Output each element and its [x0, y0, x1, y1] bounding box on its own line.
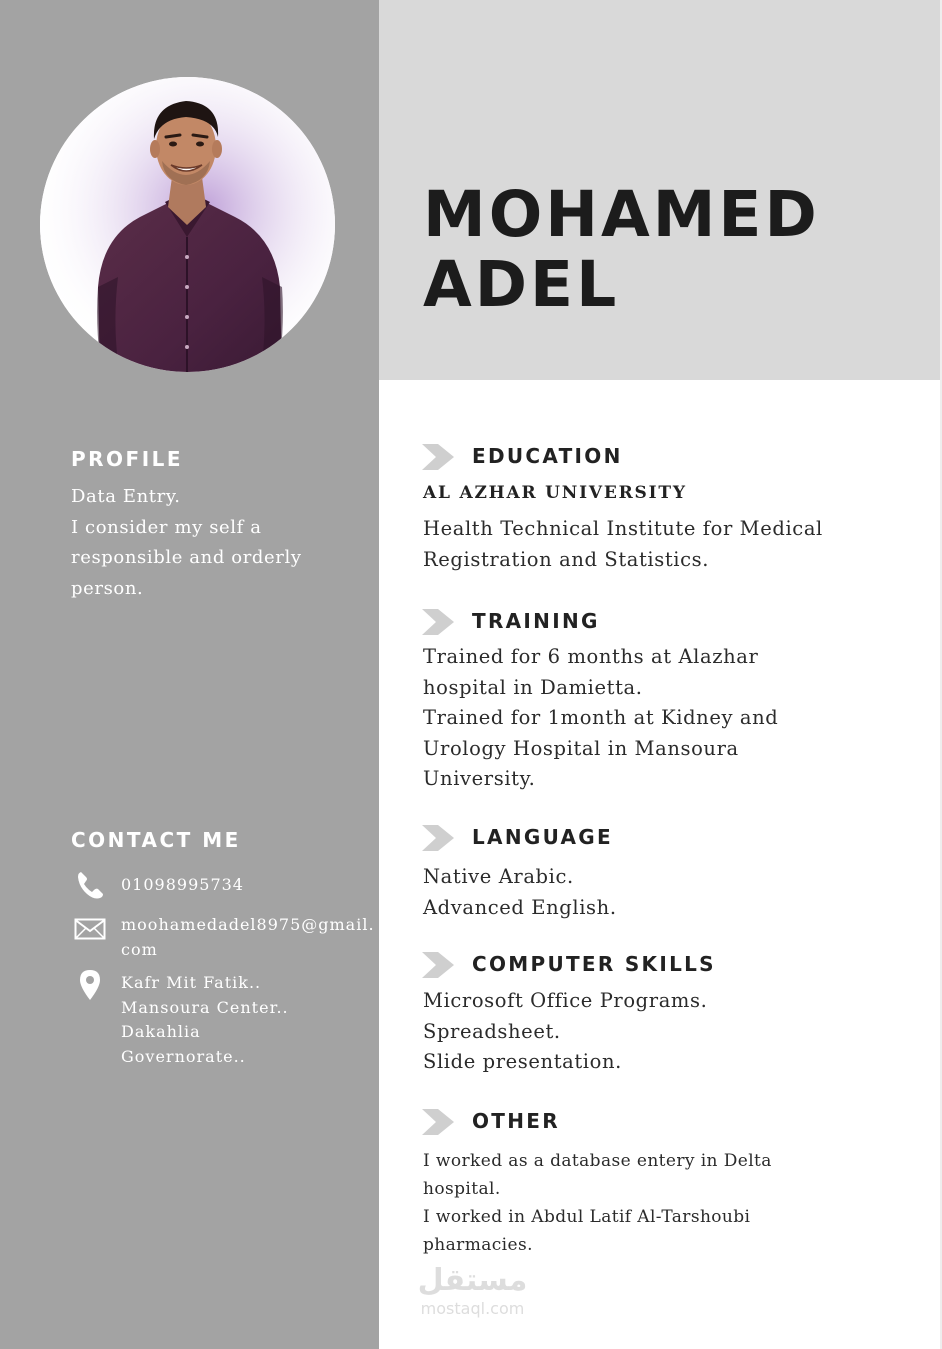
contact-heading: CONTACT ME: [71, 828, 241, 852]
training-line: University.: [423, 767, 536, 790]
education-details: [423, 514, 823, 575]
computer-skills-title: COMPUTER SKILLS: [472, 952, 716, 976]
language-details: [423, 862, 617, 923]
computer-skills-details: [423, 986, 707, 1078]
training-line: hospital in Damietta.: [423, 675, 643, 699]
phone-number: 01098995734: [121, 875, 244, 894]
address-line: Dakahlia: [121, 1022, 201, 1041]
other-line: I worked as a database entery in Delta: [423, 1151, 772, 1171]
watermark: [410, 1262, 535, 1322]
computer-skill-line: Microsoft Office Programs.: [423, 989, 708, 1012]
profile-line: Data Entry.: [71, 486, 181, 507]
education-line: Registration and Statistics.: [423, 547, 710, 571]
profile-heading: PROFILE: [71, 447, 184, 471]
email-address: [121, 913, 375, 962]
training-title: TRAINING: [472, 609, 600, 633]
training-line: Trained for 1month at Kidney and: [423, 706, 779, 729]
language-title: LANGUAGE: [472, 825, 613, 849]
address-line: Governorate..: [121, 1046, 246, 1066]
profile-text: [71, 482, 361, 604]
location-pin-icon: [74, 969, 106, 1001]
training-line: Urology Hospital in Mansoura: [423, 736, 739, 760]
phone-icon: [74, 869, 106, 901]
other-line: I worked in Abdul Latif Al-Tarshoubi: [423, 1207, 751, 1227]
watermark-site: mostaql.com: [420, 1299, 525, 1318]
training-line: Trained for 6 months at Alazhar: [423, 645, 759, 668]
person-illustration: [40, 77, 335, 372]
other-details: [423, 1147, 772, 1259]
education-line: Health Technical Institute for Medical: [423, 517, 823, 540]
address-line: Mansoura Center..: [121, 997, 289, 1017]
watermark-logo: مستقل: [417, 1263, 528, 1298]
profile-photo: [40, 77, 335, 372]
other-title: OTHER: [472, 1109, 560, 1133]
education-title: EDUCATION: [472, 444, 623, 468]
last-name: ADEL: [423, 248, 620, 321]
envelope-icon: [74, 913, 106, 945]
address: [121, 971, 289, 1069]
language-line: Native Arabic.: [423, 865, 574, 888]
chevron-right-icon: [422, 444, 454, 470]
person-name: [423, 180, 820, 320]
address-line: Kafr Mit Fatik..: [121, 973, 262, 992]
email-line: moohamedadel8975@gmail.: [121, 915, 375, 934]
computer-skill-line: Spreadsheet.: [423, 1019, 561, 1043]
other-line: pharmacies.: [423, 1235, 533, 1255]
first-name: MOHAMED: [423, 178, 820, 251]
training-details: [423, 642, 778, 795]
chevron-right-icon: [422, 825, 454, 851]
profile-line: I consider my self a: [71, 516, 262, 538]
profile-line: person.: [71, 577, 144, 599]
language-line: Advanced English.: [423, 895, 617, 919]
computer-skill-line: Slide presentation.: [423, 1050, 622, 1073]
chevron-right-icon: [422, 952, 454, 978]
education-school: AL AZHAR UNIVERSITY: [423, 483, 687, 503]
chevron-right-icon: [422, 1109, 454, 1135]
email-line: com: [121, 939, 158, 959]
chevron-right-icon: [422, 609, 454, 635]
profile-line: responsible and orderly: [71, 547, 302, 568]
other-line: hospital.: [423, 1179, 501, 1199]
